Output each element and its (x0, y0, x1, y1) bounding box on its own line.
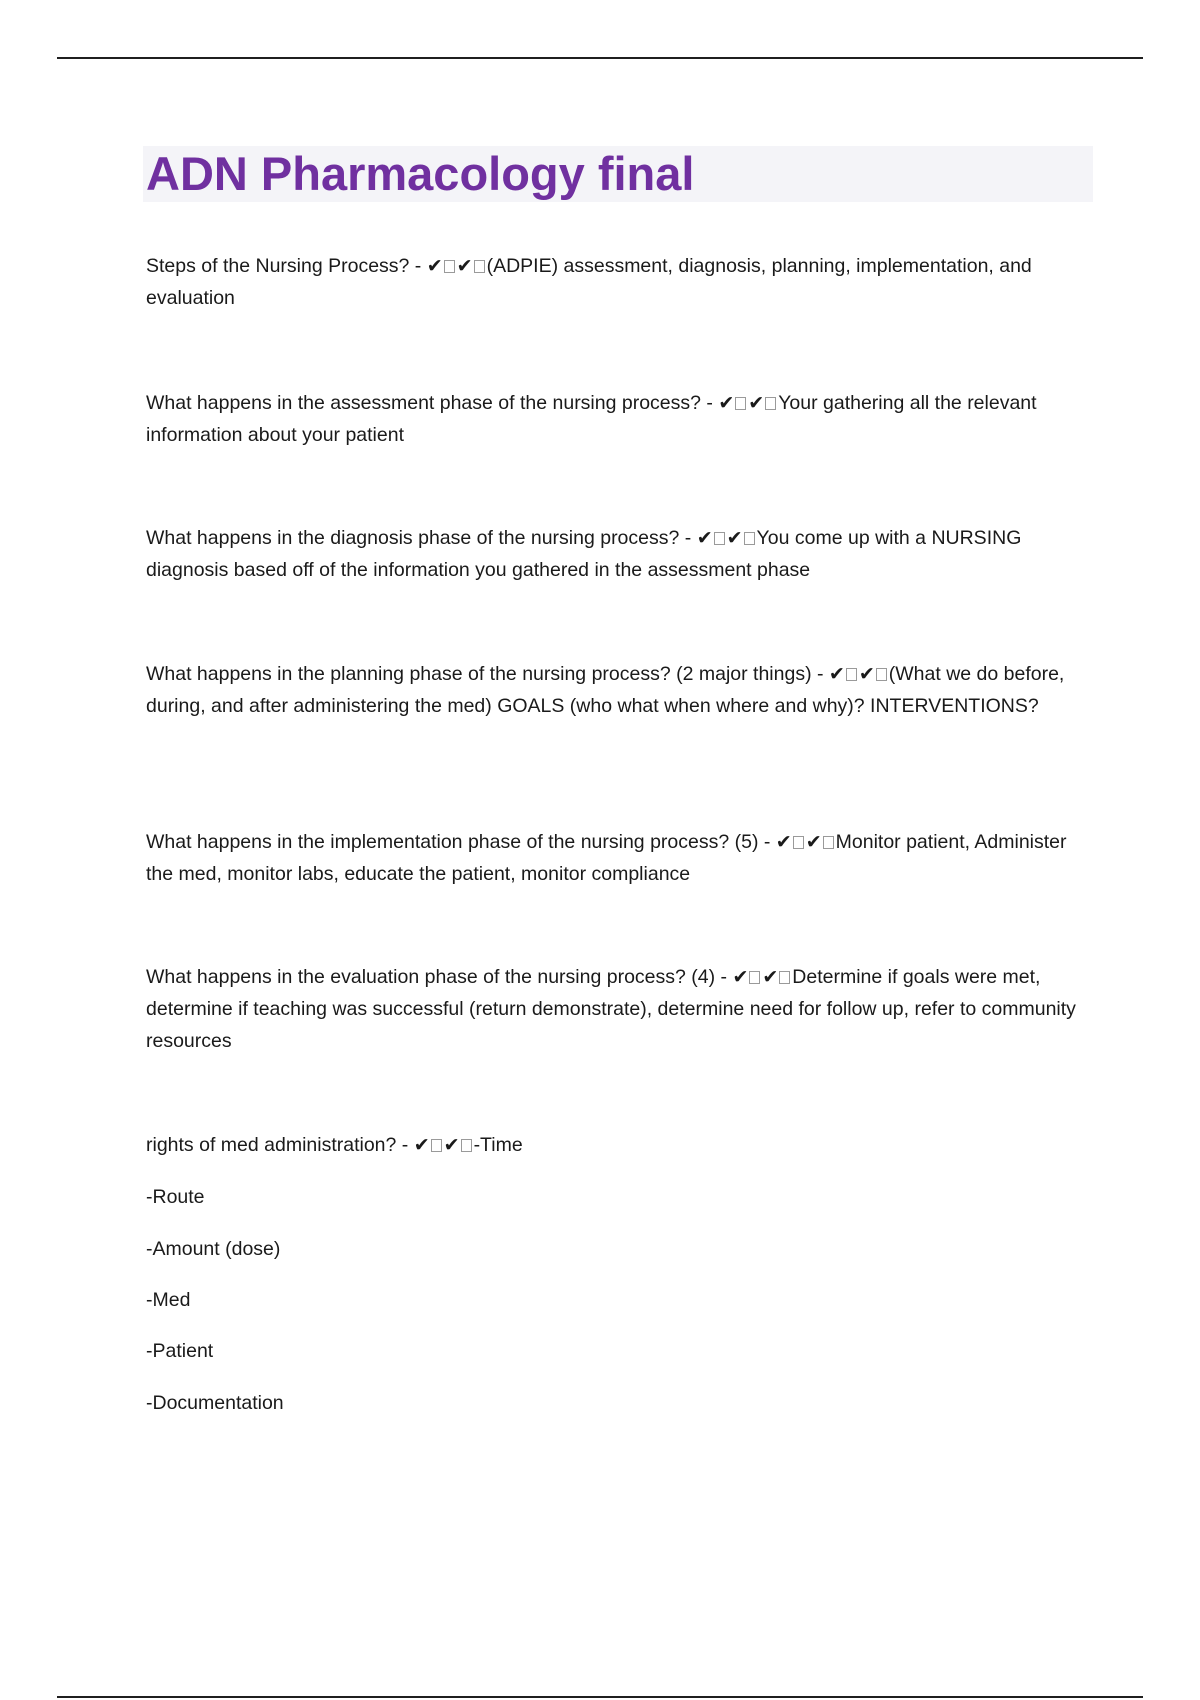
separator: - (758, 831, 776, 853)
check-icon: ✔ (748, 392, 765, 414)
top-rule (57, 57, 1143, 59)
qa-item (146, 387, 1091, 451)
check-icon: ✔ (443, 1134, 460, 1156)
box-icon (793, 836, 804, 849)
box-icon (714, 532, 725, 545)
box-icon (444, 260, 455, 273)
qa-item (146, 658, 1091, 722)
answer-text: Your gathering all the relevant information about your patient (146, 392, 1037, 446)
box-icon (823, 836, 834, 849)
separator: - (396, 1134, 414, 1156)
check-icon: ✔ (762, 966, 779, 988)
answer-text: Monitor patient, Administer the med, monitor labs, educate the patient, monitor compliance (146, 831, 1067, 885)
rights-list-item: -Med (146, 1289, 191, 1311)
answer-text: Determine if goals were met, determine if teaching was successful (return demonstrate), determine need for follow up, refer to community resources (146, 966, 1076, 1052)
qa-item (146, 1129, 1091, 1161)
box-icon (461, 1139, 472, 1152)
bottom-rule (57, 1696, 1143, 1698)
check-icon: ✔ (828, 663, 845, 685)
question-text: What happens in the assessment phase of the nursing process? (146, 392, 701, 414)
qa-item (146, 522, 1091, 586)
check-icon: ✔ (732, 966, 749, 988)
box-icon (749, 971, 760, 984)
check-icon: ✔ (413, 1134, 430, 1156)
qa-item (146, 250, 1091, 314)
box-icon (474, 260, 485, 273)
rights-list-item: -Amount (dose) (146, 1238, 281, 1260)
question-text: Steps of the Nursing Process? (146, 255, 410, 277)
rights-list-item: -Route (146, 1186, 205, 1208)
question-text: What happens in the planning phase of the nursing process? (2 major things) (146, 663, 812, 685)
check-icon: ✔ (805, 831, 822, 853)
separator: - (679, 527, 697, 549)
check-icon: ✔ (858, 663, 875, 685)
question-text: What happens in the evaluation phase of the nursing process? (4) (146, 966, 716, 988)
rights-list-item: -Documentation (146, 1392, 284, 1414)
check-icon: ✔ (426, 255, 443, 277)
box-icon (765, 397, 776, 410)
separator: - (715, 966, 733, 988)
check-icon: ✔ (726, 527, 743, 549)
separator: - (409, 255, 427, 277)
answer-text: You come up with a NURSING diagnosis based off of the information you gathered in the assessment phase (146, 527, 1022, 581)
answer-text: (What we do before, during, and after administering the med) GOALS (who what when where and why)? INTERVENTIONS? (146, 663, 1065, 717)
question-text: What happens in the implementation phase of the nursing process? (5) (146, 831, 759, 853)
check-icon: ✔ (775, 831, 792, 853)
separator: - (701, 392, 719, 414)
page-title: ADN Pharmacology final (146, 147, 695, 200)
check-icon: ✔ (456, 255, 473, 277)
rights-list-item: -Patient (146, 1340, 214, 1362)
box-icon (735, 397, 746, 410)
box-icon (876, 668, 887, 681)
separator: - (811, 663, 829, 685)
box-icon (744, 532, 755, 545)
check-icon: ✔ (696, 527, 713, 549)
check-icon: ✔ (718, 392, 735, 414)
box-icon (779, 971, 790, 984)
question-text: rights of med administration? (146, 1134, 397, 1156)
box-icon (846, 668, 857, 681)
qa-item (146, 961, 1091, 1057)
question-text: What happens in the diagnosis phase of the nursing process? (146, 527, 680, 549)
qa-item (146, 826, 1091, 890)
answer-text: (ADPIE) assessment, diagnosis, planning, implementation, and evaluation (146, 255, 1032, 309)
box-icon (431, 1139, 442, 1152)
answer-text: -Time (473, 1134, 523, 1156)
